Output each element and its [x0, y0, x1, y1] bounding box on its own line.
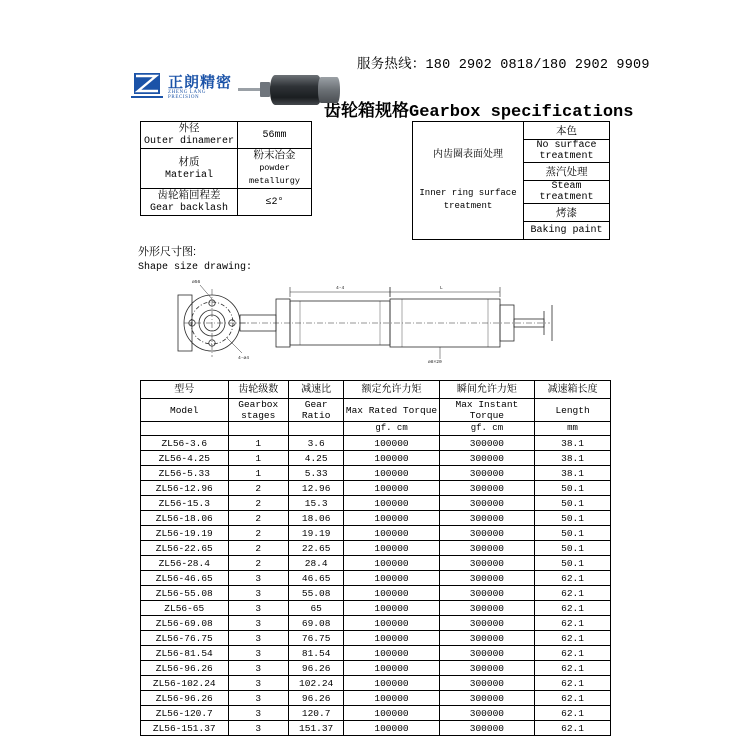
cell-ratio: 4.25 [288, 451, 343, 466]
annotation-bolt-circle: 4-ø4 [238, 356, 250, 361]
cell-stages: 3 [228, 586, 288, 601]
cell-stages: 3 [228, 631, 288, 646]
cell-model: ZL56-76.75 [141, 631, 229, 646]
cell-rated-torque: 100000 [344, 541, 439, 556]
cell-ratio: 151.37 [288, 721, 343, 736]
cell-instant-torque: 300000 [439, 541, 534, 556]
cell-length: 62.1 [535, 691, 611, 706]
page-title: 齿轮箱规格Gearbox specifications [324, 103, 634, 122]
th-cn-length: 减速箱长度 [535, 381, 611, 399]
spec-label-inner-ring-treatment: 内齿圈表面处理 Inner ring surface treatment [413, 122, 524, 240]
cell-model: ZL56-96.26 [141, 691, 229, 706]
cell-instant-torque: 300000 [439, 721, 534, 736]
cell-length: 38.1 [535, 451, 611, 466]
cell-ratio: 5.33 [288, 466, 343, 481]
table-row [141, 556, 611, 571]
cell-rated-torque: 100000 [344, 511, 439, 526]
cell-stages: 3 [228, 661, 288, 676]
spec-label-material: 材质 Material [141, 149, 238, 189]
th-cn-stages: 齿轮级数 [228, 381, 288, 399]
table-row [141, 631, 611, 646]
table-row [141, 691, 611, 706]
cell-model: ZL56-5.33 [141, 466, 229, 481]
th-unit-length: mm [535, 422, 611, 436]
cell-instant-torque: 300000 [439, 661, 534, 676]
cell-length: 62.1 [535, 646, 611, 661]
cell-rated-torque: 100000 [344, 586, 439, 601]
cell-stages: 2 [228, 481, 288, 496]
cell-length: 50.1 [535, 556, 611, 571]
table-row [141, 541, 611, 556]
cell-stages: 3 [228, 616, 288, 631]
gearbox-data-table [140, 380, 611, 736]
cell-model: ZL56-19.19 [141, 526, 229, 541]
cell-stages: 1 [228, 451, 288, 466]
table-row [141, 586, 611, 601]
table-row [141, 149, 312, 189]
cell-ratio: 28.4 [288, 556, 343, 571]
data-table-body [141, 436, 611, 736]
cell-length: 62.1 [535, 661, 611, 676]
cell-model: ZL56-18.06 [141, 511, 229, 526]
cell-ratio: 46.65 [288, 571, 343, 586]
th-cn-instant-torque: 瞬间允许力矩 [439, 381, 534, 399]
photo-cap [318, 77, 340, 103]
th-en-stages: Gearbox stages [228, 399, 288, 422]
th-unit-rated-torque: gf. cm [344, 422, 439, 436]
th-en-length: Length [535, 399, 611, 422]
spec-label-backlash: 齿轮箱回程差 Gear backlash [141, 189, 238, 216]
treatment-option-en-2: Baking paint [524, 222, 610, 240]
cell-model: ZL56-102.24 [141, 676, 229, 691]
table-header-row-en [141, 399, 611, 422]
annotation-flange-dia: ø56 [192, 280, 201, 285]
th-unit-stages [228, 422, 288, 436]
cell-length: 50.1 [535, 541, 611, 556]
cell-stages: 2 [228, 511, 288, 526]
table-row [141, 189, 312, 216]
cell-model: ZL56-22.65 [141, 541, 229, 556]
cell-ratio: 19.19 [288, 526, 343, 541]
cell-rated-torque: 100000 [344, 661, 439, 676]
cell-rated-torque: 100000 [344, 571, 439, 586]
table-row [141, 466, 611, 481]
cell-ratio: 15.3 [288, 496, 343, 511]
cell-ratio: 96.26 [288, 661, 343, 676]
table-row [141, 511, 611, 526]
cell-length: 50.1 [535, 526, 611, 541]
spec-table-right [412, 121, 610, 240]
cell-instant-torque: 300000 [439, 451, 534, 466]
spec-value-material: 粉末冶金 powder metallurgy [238, 149, 312, 189]
cell-length: 62.1 [535, 571, 611, 586]
cell-stages: 3 [228, 646, 288, 661]
shape-size-drawing [140, 275, 610, 370]
cell-length: 62.1 [535, 601, 611, 616]
cell-ratio: 22.65 [288, 541, 343, 556]
table-row [141, 481, 611, 496]
cell-stages: 3 [228, 601, 288, 616]
th-en-instant-torque: Max Instant Torque [439, 399, 534, 422]
cell-model: ZL56-69.08 [141, 616, 229, 631]
cell-instant-torque: 300000 [439, 706, 534, 721]
cell-instant-torque: 300000 [439, 631, 534, 646]
cell-stages: 2 [228, 526, 288, 541]
cell-model: ZL56-65 [141, 601, 229, 616]
cell-stages: 1 [228, 436, 288, 451]
spec-value-backlash: ≤2° [238, 189, 312, 216]
cell-ratio: 3.6 [288, 436, 343, 451]
cell-ratio: 12.96 [288, 481, 343, 496]
cell-stages: 3 [228, 676, 288, 691]
cell-instant-torque: 300000 [439, 496, 534, 511]
table-row [141, 661, 611, 676]
cell-model: ZL56-96.26 [141, 661, 229, 676]
logo-text-en: ZHENG LANG PRECISION [168, 90, 207, 100]
spec-table-left [140, 121, 312, 216]
th-en-rated-torque: Max Rated Torque [344, 399, 439, 422]
cell-rated-torque: 100000 [344, 526, 439, 541]
cell-instant-torque: 300000 [439, 511, 534, 526]
cell-rated-torque: 100000 [344, 631, 439, 646]
cell-length: 62.1 [535, 631, 611, 646]
photo-body [270, 75, 322, 105]
th-cn-rated-torque: 额定允许力矩 [344, 381, 439, 399]
table-row [141, 676, 611, 691]
cell-stages: 3 [228, 691, 288, 706]
cell-length: 62.1 [535, 676, 611, 691]
cell-model: ZL56-120.7 [141, 706, 229, 721]
cell-rated-torque: 100000 [344, 676, 439, 691]
th-en-ratio: Gear Ratio [288, 399, 343, 422]
cell-length: 50.1 [535, 481, 611, 496]
th-unit-ratio [288, 422, 343, 436]
table-row [141, 646, 611, 661]
table-row [141, 451, 611, 466]
th-cn-ratio: 减速比 [288, 381, 343, 399]
cell-rated-torque: 100000 [344, 706, 439, 721]
logo-text-cn: 正朗精密 [168, 75, 233, 91]
cell-model: ZL56-81.54 [141, 646, 229, 661]
cell-model: ZL56-3.6 [141, 436, 229, 451]
logo-mark-icon [130, 70, 164, 102]
cell-model: ZL56-55.08 [141, 586, 229, 601]
cell-model: ZL56-28.4 [141, 556, 229, 571]
table-header-row-units [141, 422, 611, 436]
treatment-option-cn-2: 烤漆 [524, 204, 610, 222]
cell-length: 62.1 [535, 586, 611, 601]
cell-ratio: 69.08 [288, 616, 343, 631]
table-row [141, 436, 611, 451]
cell-rated-torque: 100000 [344, 691, 439, 706]
cell-instant-torque: 300000 [439, 601, 534, 616]
cell-instant-torque: 300000 [439, 646, 534, 661]
spec-label-outer-diameter: 外径 Outer dinamerer [141, 122, 238, 149]
cell-stages: 1 [228, 466, 288, 481]
photo-shaft-base [260, 82, 270, 97]
cell-instant-torque: 300000 [439, 556, 534, 571]
th-en-model: Model [141, 399, 229, 422]
cell-instant-torque: 300000 [439, 616, 534, 631]
cell-rated-torque: 100000 [344, 466, 439, 481]
cell-model: ZL56-4.25 [141, 451, 229, 466]
cell-ratio: 81.54 [288, 646, 343, 661]
cell-length: 38.1 [535, 436, 611, 451]
cell-model: ZL56-15.3 [141, 496, 229, 511]
cell-rated-torque: 100000 [344, 646, 439, 661]
th-unit-model [141, 422, 229, 436]
cell-length: 62.1 [535, 721, 611, 736]
cell-ratio: 76.75 [288, 631, 343, 646]
cell-instant-torque: 300000 [439, 586, 534, 601]
table-row [141, 496, 611, 511]
table-row [141, 601, 611, 616]
table-row [141, 122, 312, 149]
cell-stages: 2 [228, 496, 288, 511]
spec-value-outer-diameter: 56mm [238, 122, 312, 149]
treatment-option-cn-0: 本色 [524, 122, 610, 140]
cell-length: 62.1 [535, 616, 611, 631]
cell-instant-torque: 300000 [439, 676, 534, 691]
annotation-shaft: ø8×20 [428, 360, 442, 365]
cell-length: 38.1 [535, 466, 611, 481]
table-row [141, 721, 611, 736]
cell-rated-torque: 100000 [344, 436, 439, 451]
cell-stages: 3 [228, 706, 288, 721]
th-unit-instant-torque: gf. cm [439, 422, 534, 436]
table-row [413, 122, 610, 140]
cell-length: 62.1 [535, 706, 611, 721]
cell-rated-torque: 100000 [344, 721, 439, 736]
cell-model: ZL56-46.65 [141, 571, 229, 586]
annotation-dim-4x4: 4-4 [336, 286, 345, 291]
shape-drawing-label: 外形尺寸图: Shape size drawing: [138, 246, 253, 273]
cell-model: ZL56-151.37 [141, 721, 229, 736]
cell-model: ZL56-12.96 [141, 481, 229, 496]
cell-length: 50.1 [535, 511, 611, 526]
table-row [141, 571, 611, 586]
cell-rated-torque: 100000 [344, 496, 439, 511]
cell-stages: 3 [228, 571, 288, 586]
treatment-option-cn-1: 蒸汽处理 [524, 163, 610, 181]
cell-instant-torque: 300000 [439, 691, 534, 706]
annotation-length-L: L [440, 286, 443, 291]
treatment-option-en-1: Steam treatment [524, 181, 610, 204]
table-row [141, 616, 611, 631]
cell-instant-torque: 300000 [439, 466, 534, 481]
cell-ratio: 55.08 [288, 586, 343, 601]
gearbox-photo [238, 72, 348, 108]
cell-stages: 2 [228, 556, 288, 571]
treatment-option-en-0: No surface treatment [524, 140, 610, 163]
cell-instant-torque: 300000 [439, 436, 534, 451]
cell-rated-torque: 100000 [344, 481, 439, 496]
cell-rated-torque: 100000 [344, 601, 439, 616]
table-header-row-cn [141, 381, 611, 399]
table-row [141, 706, 611, 721]
table-row [141, 526, 611, 541]
company-logo [130, 70, 238, 104]
th-cn-model: 型号 [141, 381, 229, 399]
cell-rated-torque: 100000 [344, 616, 439, 631]
cell-length: 50.1 [535, 496, 611, 511]
cell-ratio: 96.26 [288, 691, 343, 706]
cell-rated-torque: 100000 [344, 556, 439, 571]
cell-stages: 3 [228, 721, 288, 736]
cell-instant-torque: 300000 [439, 481, 534, 496]
cell-rated-torque: 100000 [344, 451, 439, 466]
cell-instant-torque: 300000 [439, 526, 534, 541]
cell-ratio: 18.06 [288, 511, 343, 526]
cell-ratio: 120.7 [288, 706, 343, 721]
cell-ratio: 65 [288, 601, 343, 616]
cell-stages: 2 [228, 541, 288, 556]
service-hotline: 服务热线：180 2902 0818/180 2902 9909 [357, 58, 650, 73]
cell-ratio: 102.24 [288, 676, 343, 691]
cell-instant-torque: 300000 [439, 571, 534, 586]
